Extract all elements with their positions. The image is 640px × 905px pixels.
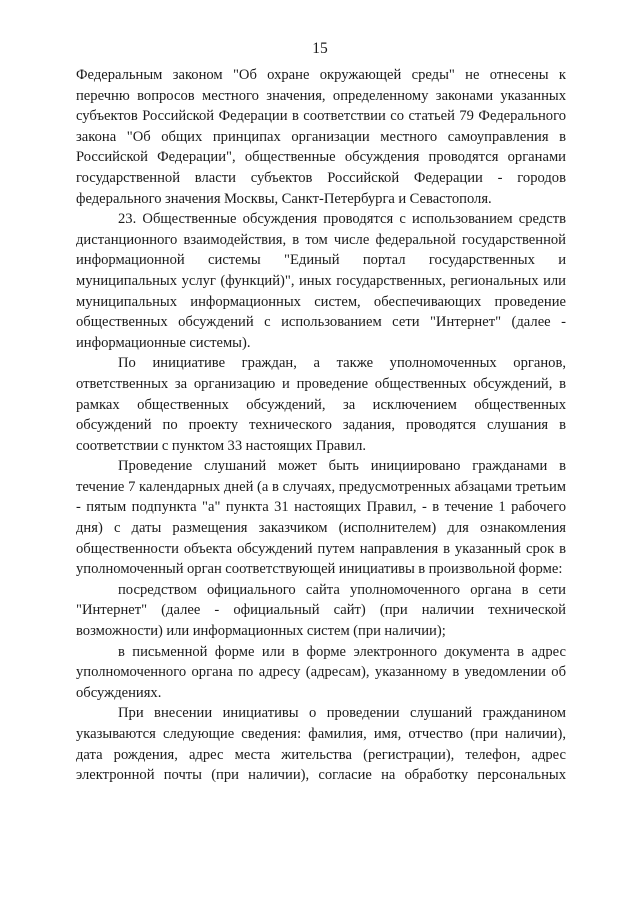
body-text [76,65,566,786]
paragraph-written-form: в письменной форме или в форме электронного документа в адрес уполномоченного органа по адресу (адресам), указанному в уведомлении об обсуждениях. [76,643,566,701]
paragraph-item-23: 23. Общественные обсуждения проводятся с использованием средств дистанционного взаимодействия, в том числе федеральной государственной информационной системы "Единый портал государственных и муниципальных услуг (функций)", иных государственных, региональных или муниципальных информационных систем, обеспечивающих проведение общественных обсуждений с использованием сети "Интернет" (далее - информационные системы). [76,211,566,351]
paragraph-citizen-details: При внесении инициативы о проведении слушаний гражданином указываются следующие сведения: фамилия, имя, отчество (при наличии), дата рождения, адрес места жительства (регистрации), телефон, адрес электронной почты (при наличии), согласие на обработку персональных [76,705,566,784]
paragraph-hearings-initiation: Проведение слушаний может быть инициировано гражданами в течение 7 календарных дней (а в случаях, предусмотренных абзацами третьим - пятым подпункта "а" пункта 31 настоящих Правил, - в течение 1 рабочего дня) с даты размещения заказчиком (исполнителем) для ознакомления общественности объекта обсуждений путем направления в указанный срок в уполномоченный орган соответствующей инициативы в произвольной форме: [76,458,566,578]
paragraph-hearings-initiative: По инициативе граждан, а также уполномоченных органов, ответственных за организацию и проведение общественных обсуждений, в рамках общественных обсуждений, за исключением общественных обсуждений по проекту технического задания, проводятся слушания в соответствии с пунктом 33 настоящих Правил. [76,355,566,454]
paragraph-official-site: посредством официального сайта уполномоченного органа в сети "Интернет" (далее - официальный сайт) (при наличии технической возможности) или информационных систем (при наличии); [76,581,566,640]
paragraph-continuation: Федеральным законом "Об охране окружающей среды" не отнесены к перечню вопросов местного значения, определенному законами указанных субъектов Российской Федерации в соответствии со статьей 79 Федерального закона "Об общих принципах организации местного самоуправления в Российской Федерации", общественные обсуждения проводятся органами государственной власти субъектов Российской Федерации - городов федерального значения Москвы, Санкт-Петербурга и Севастополя. [76,67,566,207]
page-number: 15 [312,40,328,57]
